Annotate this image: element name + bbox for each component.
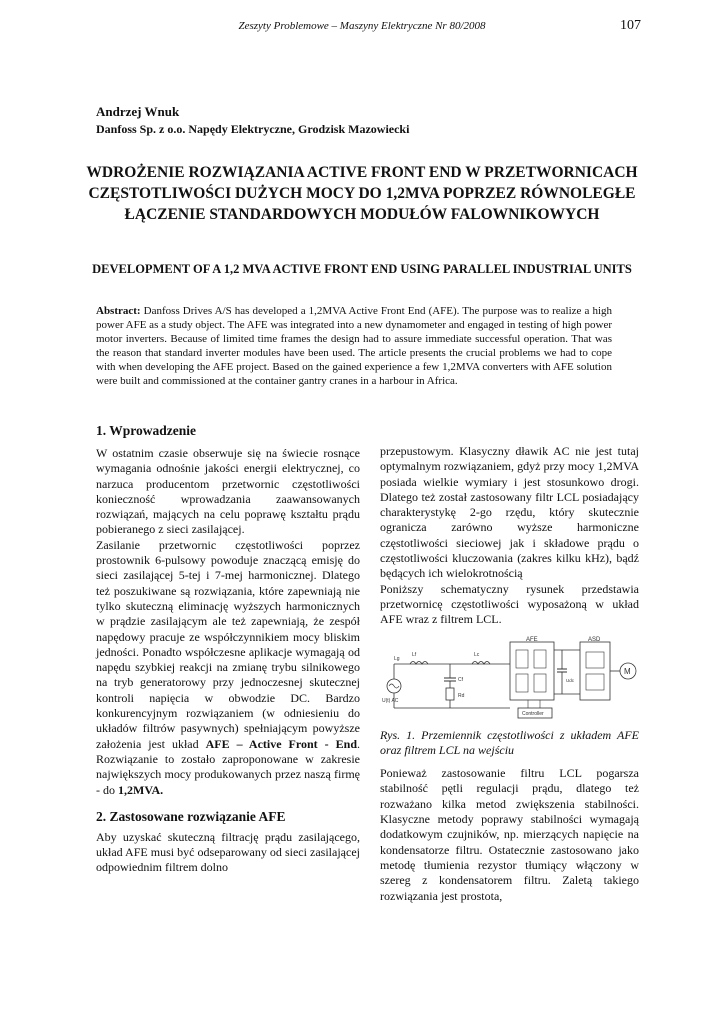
udc-label: Udc [566, 677, 575, 683]
title-english: DEVELOPMENT OF A 1,2 MVA ACTIVE FRONT END USING PARALLEL INDUSTRIAL UNITS [92, 262, 632, 276]
journal-title: Zeszyty Problemowe – Maszyny Elektryczne Nr 80/2008 [238, 20, 486, 32]
asd-label: ASD [588, 636, 601, 643]
author-affiliation: Danfoss Sp. z o.o. Napędy Elektryczne, Grodzisk Mazowiecki [96, 122, 410, 136]
abstract-text: Danfoss Drives A/S has developed a 1,2MVA Active Front End (AFE). The purpose was to realize a high power AFE as a study object. The AFE was integrated into a new dynamometer and engaged in testing of high power motor inverters. Because of limited time frames the design had to assure immediate successful operation. That was the reason that standard inverter modules have been used. The article presents the crucial problems we had to cope with when developing the AFE project. Based on the gained experience a few 1,2MVA converters with AFE solution were built and commissioned at the container gantry cranes in a harbour in Africa. [96, 305, 612, 387]
intro-p2-text-b: . Rozwiązanie to zostało zaproponowane w zakresie największych mocy produkowanych przez naszą firmę - do [96, 736, 360, 797]
figure-caption: Rys. 1. Przemiennik częstotliwości z układem AFE oraz filtrem LCL na wejściu [380, 727, 639, 757]
abstract [96, 305, 612, 388]
section-heading-introduction: 1. Wprowadzenie [96, 423, 197, 438]
right-paragraph-1: przepustowym. Klasyczny dławik AC nie jest tutaj optymalnym rozwiązaniem, gdyż przy mocy 1,2MVA posiada wielkie wymiary i jest stosunkowo drogi. Dlatego też został zastosowany filtr LCL posiadający charakterystykę 2-go rzędu, który skutecznie ogranicza zarówno wyższe harmoniczne częstotliwości sieciowej jak i składowe prądu o częstotliwości kluczowania (zakres kilku kHz), bądź będących ich wielokrotnością [380, 444, 639, 581]
abstract-label: Abstract: [96, 305, 141, 317]
left-column [96, 422, 360, 876]
section-heading-afe: 2. Zastosowane rozwiązanie AFE [96, 808, 286, 824]
intro-paragraph-2 [96, 538, 360, 798]
author-name: Andrzej Wnuk [96, 104, 180, 119]
afe-label: AFE [526, 636, 538, 643]
right-paragraph-2: Poniższy schematyczny rysunek przedstawia przetwornicę częstotliwości wyposażoną w układ AFE wraz z filtrem LCL. [380, 581, 639, 627]
source-label: U(t) AC [382, 697, 399, 704]
controller-label: Controller [522, 710, 544, 717]
lc-label: Lc [474, 651, 480, 658]
cf-label: Cf [458, 676, 463, 683]
title-polish: WDROŻENIE ROZWIĄZANIA ACTIVE FRONT END W PRZETWORNICACH CZĘSTOTLIWOŚCI DUŻYCH MOCY DO 1,2MVA POPRZEZ RÓWNOLEGŁE ŁĄCZENIE STANDARDOWYCH MODUŁÓW FALOWNIKOWYCH [86, 164, 638, 223]
figure-afe-lcl-schematic [380, 636, 639, 722]
intro-p2-text-a: Zasilanie przetwornic częstotliwości poprzez prostownik 6-pulsowy powoduje znaczącą emisję do sieci zasilającej 5-tej i 7-mej harmonicznej. Dlatego też poszukiwane są rozwiązania, które zapewniają nie tylko skuteczną eliminację wyższych harmonicznych w prądzie zasilającym ale też zapewniają, że zespół napędowy pracuje ze współczynnikiem mocy bliskim jedności. Ponadto współczesne aplikacje wymagają od napędu szybkiej reakcji na zmianę trybu silnikowego na tryb generatorowy przy jednoczesnej skutecznej kontroli napięcia w obwodzie DC. Bardzo konkurencyjnym rozwiązaniem (w odniesieniu do układów filtrów pasywnych) spełniającym powyższe założenia jest układ [96, 537, 360, 751]
page-number: 107 [620, 18, 641, 33]
intro-p2-bold-power: 1,2MVA. [118, 782, 164, 797]
rd-label: Rd [458, 692, 465, 699]
intro-paragraph-1: W ostatnim czasie obserwuje się na świecie rosnące wymagania odnośnie jakości energii elektrycznej, co narzuca producentom przetwornic częstotliwości konieczność wprowadzania zaawansowanych rozwiązań, mających na celu poprawę kształtu prądu pobieranego z sieci zasilającej. [96, 446, 360, 537]
right-paragraph-3: Ponieważ zastosowanie filtru LCL pogarsza stabilność pętli regulacji prądu, dlatego też rozważano kilka metod zwiększenia stabilności. Klasyczne metody poprawy stabilności wymagają dodatkowym czujników, np. mierzących napięcie na kondensatorze filtru. Ostatecznie zastosowano jako metodę tłumienia rezystor tłumiący włączony w szereg z kondensatorem filtru. Zaletą takiego rozwiązania jest prostota, [380, 766, 639, 903]
afe-paragraph-1: Aby uzyskać skuteczną filtrację prądu zasilającego, układ AFE musi być odseparowany od sieci zasilającej odpowiednim filtrem dolno [96, 829, 360, 875]
motor-label: M [624, 666, 631, 676]
lf-label: Lf [412, 651, 417, 658]
intro-p2-bold-afe: AFE – Active Front - End [205, 736, 357, 751]
right-column [380, 444, 639, 904]
lg-label: Lg [394, 655, 400, 662]
